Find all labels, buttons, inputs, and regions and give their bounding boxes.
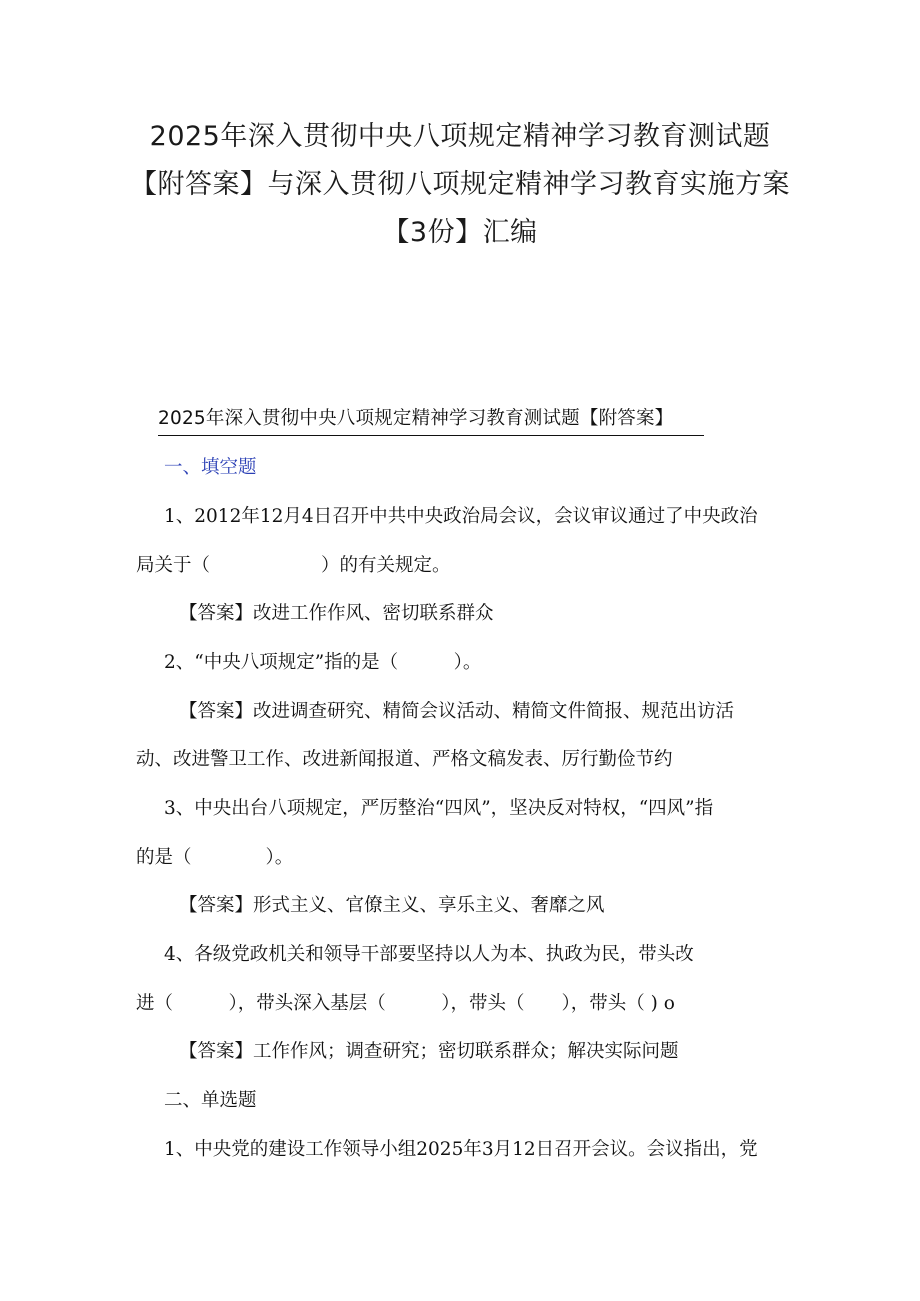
q4-line-1: 4、各级党政机关和领导干部要坚持以人为本、执政为民，带头改	[164, 944, 694, 965]
part2-heading: 二、单选题	[164, 1090, 257, 1111]
title-line-3: 【3份】汇编	[382, 217, 538, 248]
title-line-1: 2025年深入贯彻中央八项规定精神学习教育测试题	[149, 121, 771, 152]
document-title	[0, 113, 920, 257]
q2-answer-line-2: 动、改进警卫工作、改进新闻报道、严格文稿发表、厉行勤俭节约	[136, 749, 673, 770]
section-title: 2025年深入贯彻中央八项规定精神学习教育测试题【附答案】	[158, 404, 704, 436]
s1-line-1: 1、中央党的建设工作领导小组2025年3月12日召开会议。会议指出，党	[164, 1139, 758, 1160]
q4-line-2: 进（ ），带头深入基层（ ），带头（ ），带头（ ) o	[136, 993, 675, 1014]
q1-line-2: 局关于（ ）的有关规定。	[136, 555, 451, 576]
q3-line-1: 3、中央出台八项规定，严厉整治“四风”，坚决反对特权，“四风”指	[164, 798, 714, 819]
q2-answer-line-1: 【答案】改进调查研究、精简会议活动、精简文件简报、规范出访活	[179, 701, 735, 722]
q4-answer: 【答案】工作作风；调查研究；密切联系群众；解决实际问题	[179, 1041, 679, 1062]
q3-line-2: 的是（ ）。	[136, 847, 294, 868]
q2-line-1: 2、“中央八项规定”指的是（ ）。	[164, 652, 482, 673]
q1-line-1: 1、2012年12月4日召开中共中央政治局会议，会议审议通过了中央政治	[164, 506, 758, 527]
q3-answer: 【答案】形式主义、官僚主义、享乐主义、奢靡之风	[179, 895, 605, 916]
q1-answer: 【答案】改进工作作风、密切联系群众	[179, 603, 494, 624]
title-line-2: 【附答案】与深入贯彻八项规定精神学习教育实施方案	[130, 169, 790, 200]
part1-heading: 一、填空题	[164, 457, 257, 478]
